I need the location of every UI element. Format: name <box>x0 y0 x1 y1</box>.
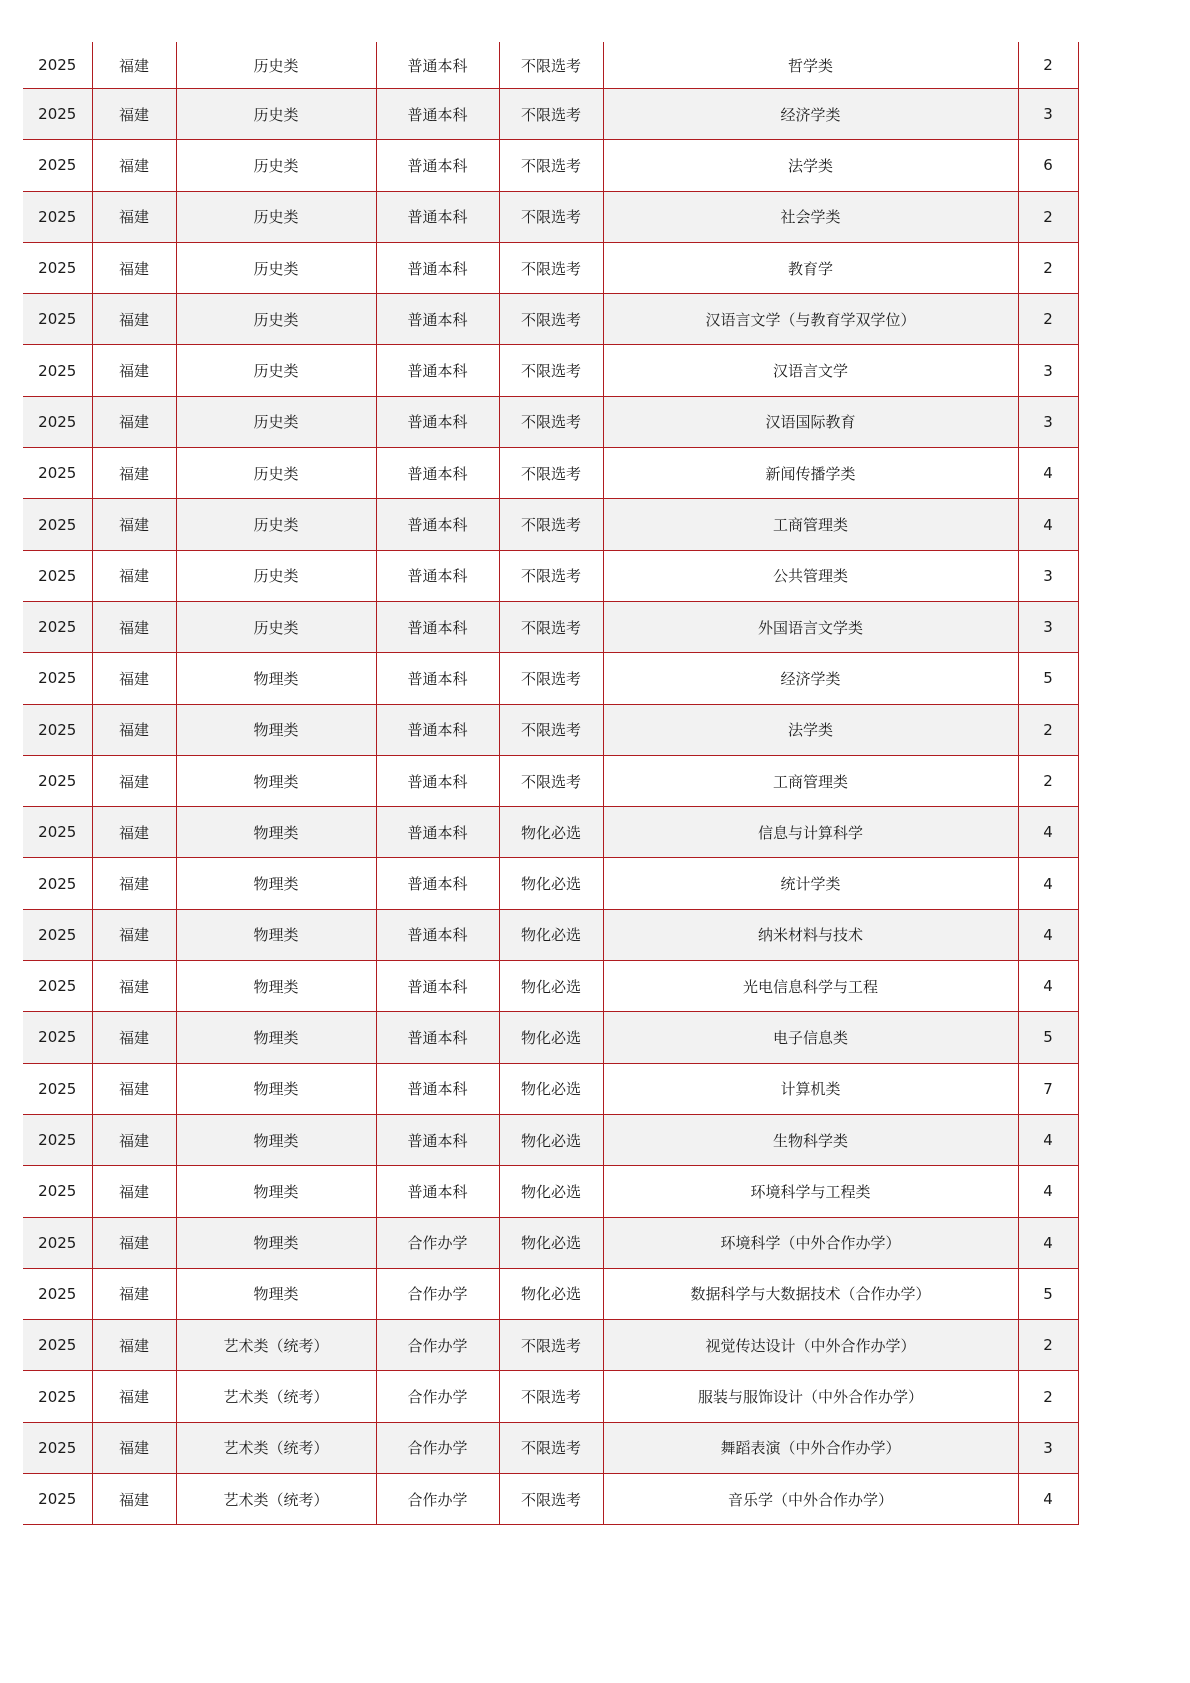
subject-requirement-cell: 不限选考 <box>499 499 603 550</box>
batch-cell: 合作办学 <box>376 1371 499 1422</box>
batch-cell: 普通本科 <box>376 345 499 396</box>
plan-count-cell: 3 <box>1018 1422 1078 1473</box>
major-cell: 法学类 <box>603 140 1018 191</box>
subject-requirement-cell: 物化必选 <box>499 909 603 960</box>
table-row <box>23 448 1078 499</box>
province-cell: 福建 <box>92 909 176 960</box>
batch-cell: 普通本科 <box>376 909 499 960</box>
plan-count-cell: 3 <box>1018 550 1078 601</box>
batch-cell: 普通本科 <box>376 42 499 89</box>
table-row <box>23 653 1078 704</box>
year-cell: 2025 <box>23 499 92 550</box>
plan-count-cell: 4 <box>1018 448 1078 499</box>
plan-count-cell: 3 <box>1018 345 1078 396</box>
subject-type-cell: 历史类 <box>176 242 376 293</box>
plan-count-cell: 2 <box>1018 1320 1078 1371</box>
plan-count-cell: 4 <box>1018 1114 1078 1165</box>
year-cell: 2025 <box>23 1114 92 1165</box>
major-cell: 计算机类 <box>603 1063 1018 1114</box>
province-cell: 福建 <box>92 550 176 601</box>
year-cell: 2025 <box>23 140 92 191</box>
subject-requirement-cell: 不限选考 <box>499 704 603 755</box>
major-cell: 纳米材料与技术 <box>603 909 1018 960</box>
subject-requirement-cell: 物化必选 <box>499 858 603 909</box>
plan-count-cell: 2 <box>1018 294 1078 345</box>
major-cell: 社会学类 <box>603 191 1018 242</box>
subject-type-cell: 物理类 <box>176 807 376 858</box>
plan-count-cell: 4 <box>1018 858 1078 909</box>
subject-requirement-cell: 物化必选 <box>499 1268 603 1319</box>
major-cell: 视觉传达设计（中外合作办学） <box>603 1320 1018 1371</box>
table-row <box>23 601 1078 652</box>
major-cell: 服装与服饰设计（中外合作办学） <box>603 1371 1018 1422</box>
year-cell: 2025 <box>23 1166 92 1217</box>
plan-count-cell: 4 <box>1018 499 1078 550</box>
plan-count-cell: 5 <box>1018 1012 1078 1063</box>
table-row <box>23 242 1078 293</box>
table-body <box>23 42 1078 1525</box>
subject-type-cell: 物理类 <box>176 1268 376 1319</box>
subject-requirement-cell: 不限选考 <box>499 140 603 191</box>
year-cell: 2025 <box>23 1217 92 1268</box>
table-row <box>23 1474 1078 1525</box>
major-cell: 工商管理类 <box>603 755 1018 806</box>
subject-type-cell: 历史类 <box>176 140 376 191</box>
plan-count-cell: 4 <box>1018 1166 1078 1217</box>
table-row <box>23 1063 1078 1114</box>
province-cell: 福建 <box>92 704 176 755</box>
year-cell: 2025 <box>23 89 92 140</box>
major-cell: 法学类 <box>603 704 1018 755</box>
table-row <box>23 191 1078 242</box>
year-cell: 2025 <box>23 242 92 293</box>
plan-count-cell: 4 <box>1018 909 1078 960</box>
province-cell: 福建 <box>92 294 176 345</box>
table-row <box>23 550 1078 601</box>
major-cell: 数据科学与大数据技术（合作办学） <box>603 1268 1018 1319</box>
subject-requirement-cell: 不限选考 <box>499 396 603 447</box>
table-row <box>23 294 1078 345</box>
subject-type-cell: 物理类 <box>176 909 376 960</box>
province-cell: 福建 <box>92 89 176 140</box>
province-cell: 福建 <box>92 1012 176 1063</box>
subject-type-cell: 历史类 <box>176 345 376 396</box>
plan-count-cell: 4 <box>1018 1474 1078 1525</box>
province-cell: 福建 <box>92 1268 176 1319</box>
major-cell: 音乐学（中外合作办学） <box>603 1474 1018 1525</box>
subject-requirement-cell: 不限选考 <box>499 1371 603 1422</box>
batch-cell: 普通本科 <box>376 550 499 601</box>
year-cell: 2025 <box>23 1268 92 1319</box>
batch-cell: 合作办学 <box>376 1320 499 1371</box>
table-row <box>23 1320 1078 1371</box>
year-cell: 2025 <box>23 1474 92 1525</box>
table-row <box>23 1371 1078 1422</box>
table-row <box>23 140 1078 191</box>
province-cell: 福建 <box>92 42 176 89</box>
table-row <box>23 1268 1078 1319</box>
table-row <box>23 1114 1078 1165</box>
subject-type-cell: 艺术类（统考） <box>176 1371 376 1422</box>
subject-type-cell: 历史类 <box>176 601 376 652</box>
subject-requirement-cell: 不限选考 <box>499 191 603 242</box>
subject-requirement-cell: 不限选考 <box>499 448 603 499</box>
major-cell: 工商管理类 <box>603 499 1018 550</box>
batch-cell: 合作办学 <box>376 1217 499 1268</box>
major-cell: 经济学类 <box>603 653 1018 704</box>
plan-count-cell: 3 <box>1018 396 1078 447</box>
subject-requirement-cell: 不限选考 <box>499 345 603 396</box>
province-cell: 福建 <box>92 345 176 396</box>
batch-cell: 普通本科 <box>376 294 499 345</box>
batch-cell: 普通本科 <box>376 89 499 140</box>
major-cell: 教育学 <box>603 242 1018 293</box>
year-cell: 2025 <box>23 1371 92 1422</box>
batch-cell: 合作办学 <box>376 1474 499 1525</box>
subject-type-cell: 物理类 <box>176 1166 376 1217</box>
subject-type-cell: 历史类 <box>176 396 376 447</box>
plan-count-cell: 2 <box>1018 1371 1078 1422</box>
province-cell: 福建 <box>92 653 176 704</box>
province-cell: 福建 <box>92 1371 176 1422</box>
year-cell: 2025 <box>23 294 92 345</box>
batch-cell: 普通本科 <box>376 1166 499 1217</box>
subject-requirement-cell: 不限选考 <box>499 1422 603 1473</box>
major-cell: 哲学类 <box>603 42 1018 89</box>
subject-requirement-cell: 物化必选 <box>499 1114 603 1165</box>
subject-type-cell: 历史类 <box>176 448 376 499</box>
plan-count-cell: 7 <box>1018 1063 1078 1114</box>
subject-type-cell: 历史类 <box>176 42 376 89</box>
batch-cell: 普通本科 <box>376 653 499 704</box>
subject-requirement-cell: 物化必选 <box>499 807 603 858</box>
table-row <box>23 345 1078 396</box>
subject-type-cell: 物理类 <box>176 1114 376 1165</box>
subject-type-cell: 物理类 <box>176 653 376 704</box>
table-row <box>23 807 1078 858</box>
major-cell: 新闻传播学类 <box>603 448 1018 499</box>
batch-cell: 普通本科 <box>376 1012 499 1063</box>
batch-cell: 普通本科 <box>376 1114 499 1165</box>
province-cell: 福建 <box>92 448 176 499</box>
subject-type-cell: 历史类 <box>176 191 376 242</box>
subject-requirement-cell: 不限选考 <box>499 653 603 704</box>
major-cell: 电子信息类 <box>603 1012 1018 1063</box>
batch-cell: 普通本科 <box>376 396 499 447</box>
subject-type-cell: 物理类 <box>176 1012 376 1063</box>
subject-type-cell: 物理类 <box>176 961 376 1012</box>
year-cell: 2025 <box>23 42 92 89</box>
province-cell: 福建 <box>92 396 176 447</box>
year-cell: 2025 <box>23 704 92 755</box>
table-row <box>23 1217 1078 1268</box>
subject-requirement-cell: 物化必选 <box>499 1217 603 1268</box>
subject-requirement-cell: 不限选考 <box>499 242 603 293</box>
year-cell: 2025 <box>23 807 92 858</box>
table-row <box>23 396 1078 447</box>
admission-plan-table-container <box>23 42 1078 1525</box>
year-cell: 2025 <box>23 653 92 704</box>
table-row <box>23 89 1078 140</box>
subject-type-cell: 物理类 <box>176 755 376 806</box>
major-cell: 生物科学类 <box>603 1114 1018 1165</box>
year-cell: 2025 <box>23 1012 92 1063</box>
year-cell: 2025 <box>23 345 92 396</box>
year-cell: 2025 <box>23 550 92 601</box>
plan-count-cell: 3 <box>1018 601 1078 652</box>
plan-count-cell: 2 <box>1018 242 1078 293</box>
province-cell: 福建 <box>92 807 176 858</box>
major-cell: 光电信息科学与工程 <box>603 961 1018 1012</box>
plan-count-cell: 4 <box>1018 961 1078 1012</box>
subject-requirement-cell: 物化必选 <box>499 1063 603 1114</box>
batch-cell: 普通本科 <box>376 140 499 191</box>
subject-type-cell: 艺术类（统考） <box>176 1422 376 1473</box>
subject-type-cell: 历史类 <box>176 294 376 345</box>
year-cell: 2025 <box>23 191 92 242</box>
plan-count-cell: 5 <box>1018 1268 1078 1319</box>
province-cell: 福建 <box>92 755 176 806</box>
table-row <box>23 1166 1078 1217</box>
year-cell: 2025 <box>23 1063 92 1114</box>
subject-requirement-cell: 不限选考 <box>499 294 603 345</box>
table-row <box>23 961 1078 1012</box>
major-cell: 汉语国际教育 <box>603 396 1018 447</box>
plan-count-cell: 5 <box>1018 653 1078 704</box>
subject-requirement-cell: 不限选考 <box>499 1474 603 1525</box>
province-cell: 福建 <box>92 961 176 1012</box>
subject-requirement-cell: 不限选考 <box>499 601 603 652</box>
batch-cell: 合作办学 <box>376 1422 499 1473</box>
major-cell: 经济学类 <box>603 89 1018 140</box>
subject-type-cell: 历史类 <box>176 89 376 140</box>
batch-cell: 普通本科 <box>376 755 499 806</box>
subject-type-cell: 艺术类（统考） <box>176 1320 376 1371</box>
table-row <box>23 858 1078 909</box>
year-cell: 2025 <box>23 396 92 447</box>
province-cell: 福建 <box>92 191 176 242</box>
plan-count-cell: 2 <box>1018 191 1078 242</box>
province-cell: 福建 <box>92 1422 176 1473</box>
admission-plan-table <box>23 42 1079 1525</box>
subject-type-cell: 物理类 <box>176 1217 376 1268</box>
table-row <box>23 1422 1078 1473</box>
subject-requirement-cell: 物化必选 <box>499 961 603 1012</box>
table-row <box>23 909 1078 960</box>
province-cell: 福建 <box>92 499 176 550</box>
batch-cell: 普通本科 <box>376 858 499 909</box>
major-cell: 外国语言文学类 <box>603 601 1018 652</box>
batch-cell: 普通本科 <box>376 499 499 550</box>
subject-type-cell: 物理类 <box>176 858 376 909</box>
subject-type-cell: 历史类 <box>176 499 376 550</box>
year-cell: 2025 <box>23 755 92 806</box>
table-row <box>23 1012 1078 1063</box>
plan-count-cell: 3 <box>1018 89 1078 140</box>
batch-cell: 普通本科 <box>376 191 499 242</box>
province-cell: 福建 <box>92 1166 176 1217</box>
subject-requirement-cell: 不限选考 <box>499 89 603 140</box>
batch-cell: 普通本科 <box>376 704 499 755</box>
province-cell: 福建 <box>92 1114 176 1165</box>
province-cell: 福建 <box>92 1063 176 1114</box>
year-cell: 2025 <box>23 858 92 909</box>
subject-type-cell: 物理类 <box>176 704 376 755</box>
major-cell: 环境科学与工程类 <box>603 1166 1018 1217</box>
subject-type-cell: 历史类 <box>176 550 376 601</box>
plan-count-cell: 4 <box>1018 1217 1078 1268</box>
table-row <box>23 42 1078 89</box>
year-cell: 2025 <box>23 961 92 1012</box>
major-cell: 公共管理类 <box>603 550 1018 601</box>
plan-count-cell: 2 <box>1018 755 1078 806</box>
province-cell: 福建 <box>92 242 176 293</box>
major-cell: 汉语言文学 <box>603 345 1018 396</box>
major-cell: 环境科学（中外合作办学） <box>603 1217 1018 1268</box>
table-row <box>23 704 1078 755</box>
subject-requirement-cell: 不限选考 <box>499 1320 603 1371</box>
subject-type-cell: 艺术类（统考） <box>176 1474 376 1525</box>
batch-cell: 普通本科 <box>376 807 499 858</box>
province-cell: 福建 <box>92 1320 176 1371</box>
year-cell: 2025 <box>23 448 92 499</box>
province-cell: 福建 <box>92 1474 176 1525</box>
major-cell: 舞蹈表演（中外合作办学） <box>603 1422 1018 1473</box>
province-cell: 福建 <box>92 601 176 652</box>
batch-cell: 普通本科 <box>376 961 499 1012</box>
subject-requirement-cell: 物化必选 <box>499 1012 603 1063</box>
subject-requirement-cell: 不限选考 <box>499 755 603 806</box>
batch-cell: 普通本科 <box>376 601 499 652</box>
batch-cell: 普通本科 <box>376 242 499 293</box>
subject-requirement-cell: 不限选考 <box>499 550 603 601</box>
subject-type-cell: 物理类 <box>176 1063 376 1114</box>
table-row <box>23 755 1078 806</box>
batch-cell: 普通本科 <box>376 448 499 499</box>
year-cell: 2025 <box>23 1320 92 1371</box>
year-cell: 2025 <box>23 909 92 960</box>
subject-requirement-cell: 物化必选 <box>499 1166 603 1217</box>
major-cell: 汉语言文学（与教育学双学位） <box>603 294 1018 345</box>
year-cell: 2025 <box>23 601 92 652</box>
plan-count-cell: 4 <box>1018 807 1078 858</box>
plan-count-cell: 6 <box>1018 140 1078 191</box>
batch-cell: 合作办学 <box>376 1268 499 1319</box>
batch-cell: 普通本科 <box>376 1063 499 1114</box>
major-cell: 统计学类 <box>603 858 1018 909</box>
table-row <box>23 499 1078 550</box>
subject-requirement-cell: 不限选考 <box>499 42 603 89</box>
plan-count-cell: 2 <box>1018 42 1078 89</box>
province-cell: 福建 <box>92 140 176 191</box>
plan-count-cell: 2 <box>1018 704 1078 755</box>
year-cell: 2025 <box>23 1422 92 1473</box>
major-cell: 信息与计算科学 <box>603 807 1018 858</box>
province-cell: 福建 <box>92 1217 176 1268</box>
province-cell: 福建 <box>92 858 176 909</box>
